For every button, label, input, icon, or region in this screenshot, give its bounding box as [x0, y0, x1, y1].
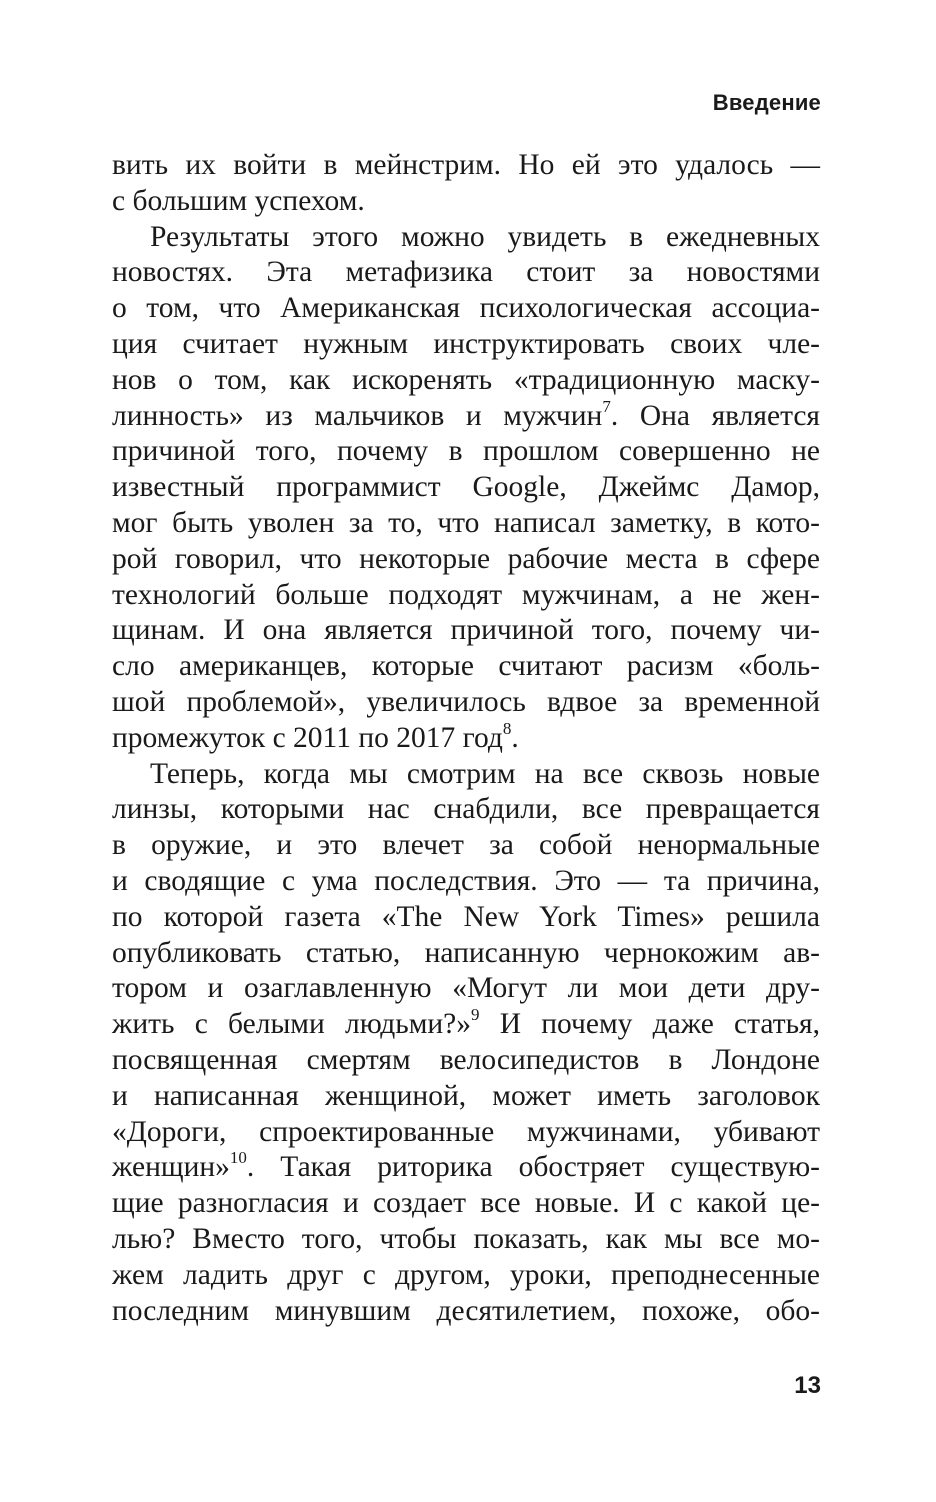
text-line: посвященная смертям велосипедистов в Лондоне — [112, 1043, 820, 1076]
text-fragment: . — [511, 721, 519, 754]
text-fragment: . Она является — [610, 399, 820, 432]
page-number: 13 — [794, 1372, 821, 1399]
text-line: мог быть уволен за то, что написал заметку, в кото- — [112, 506, 820, 539]
text-line: по которой газета «The New York Times» решила — [112, 900, 820, 933]
text-line — [112, 1007, 820, 1043]
text-line: с большим успехом. — [112, 184, 365, 217]
text-line — [112, 396, 820, 435]
text-line: щинам. И она является причиной того, почему чи- — [112, 614, 820, 647]
footnote-ref[interactable]: 8 — [502, 718, 512, 738]
text-line: последним минувшим десятилетием, похоже, обо- — [112, 1294, 820, 1327]
text-line: рой говорил, что некоторые рабочие места в сфере — [112, 542, 820, 575]
text-line: и сводящие с ума последствия. Это — та причина, — [112, 864, 820, 897]
text-line: нов о том, как искоренять «традиционную маску- — [112, 363, 820, 396]
running-head: Введение — [712, 90, 821, 115]
text-line: опубликовать статью, написанную чернокожим ав- — [112, 936, 820, 969]
text-line: тором и озаглавленную «Могут ли мои дети дру- — [112, 972, 820, 1005]
text-fragment: жить с белыми людьми?» — [112, 1008, 472, 1041]
text-line: технологий больше подходят мужчинам, а не жен- — [112, 578, 820, 611]
body-text — [112, 148, 820, 1329]
text-line: жем ладить друг с другом, уроки, преподнесенные — [112, 1258, 820, 1291]
footnote-ref[interactable]: 10 — [229, 1148, 247, 1168]
text-fragment: И почему даже статья, — [479, 1008, 820, 1041]
text-line: известный программист Google, Джеймс Дамор, — [112, 471, 820, 504]
text-line: новостях. Эта метафизика стоит за новостями — [112, 256, 820, 289]
text-fragment: линность» из мальчиков и мужчин — [112, 399, 603, 432]
text-fragment: промежуток с 2011 по 2017 год — [112, 721, 503, 754]
footnote-ref[interactable]: 7 — [602, 396, 611, 416]
text-line: Результаты этого можно увидеть в ежедневных — [150, 220, 820, 253]
text-line — [112, 1150, 820, 1186]
text-fragment: . Такая риторика обостряет существую- — [246, 1151, 820, 1184]
text-line: сло американцев, которые считают расизм «боль- — [112, 650, 820, 683]
text-line: линзы, которыми нас снабдили, все превращается — [112, 793, 820, 826]
text-line: шой проблемой», увеличилось вдвое за временной — [112, 685, 820, 718]
footnote-ref[interactable]: 9 — [471, 1005, 480, 1025]
text-line: Теперь, когда мы смотрим на все сквозь новые — [150, 757, 820, 790]
text-line — [112, 718, 820, 757]
text-line: «Дороги, спроектированные мужчинами, убивают — [112, 1115, 820, 1148]
text-line: о том, что Американская психологическая ассоциа- — [112, 292, 820, 325]
text-line: щие разногласия и создает все новые. И с какой це- — [112, 1187, 820, 1220]
text-fragment: женщин» — [112, 1151, 230, 1184]
text-line: причиной того, почему в прошлом совершенно не — [112, 435, 820, 468]
text-line: ция считает нужным инструктировать своих чле- — [112, 327, 820, 360]
text-line: и написанная женщиной, может иметь заголовок — [112, 1079, 820, 1112]
text-line: лью? Вместо того, чтобы показать, как мы все мо- — [112, 1222, 820, 1255]
text-line: в оружие, и это влечет за собой ненормальные — [112, 829, 820, 862]
text-line: вить их войти в мейнстрим. Но ей это удалось — — [112, 149, 820, 181]
